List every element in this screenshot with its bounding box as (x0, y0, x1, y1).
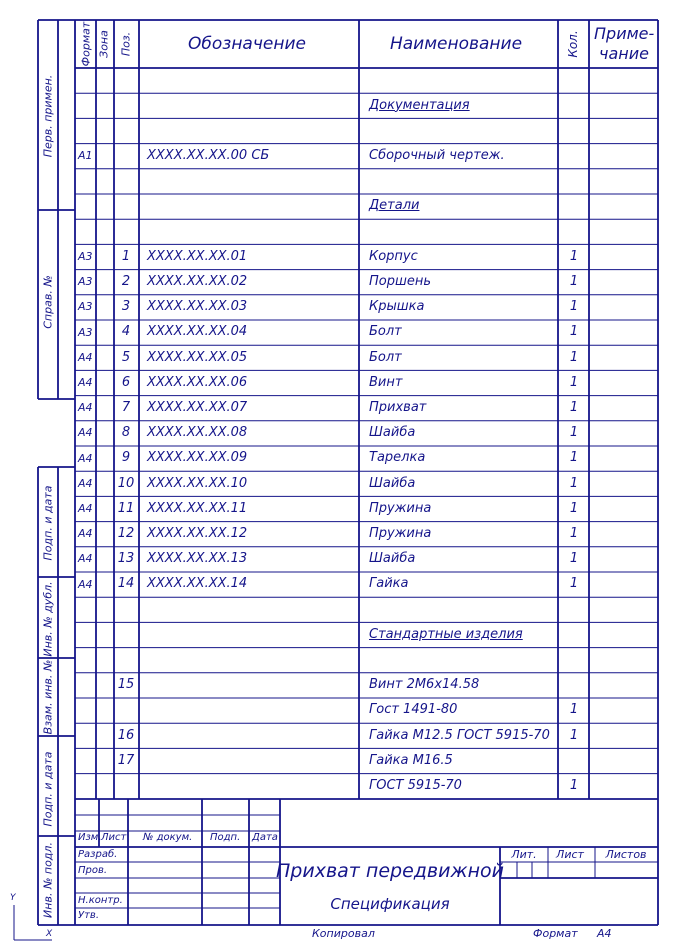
row-pos: 16 (117, 727, 135, 743)
row-pos: 9 (121, 450, 131, 466)
header-qty: Кол. (566, 30, 580, 58)
footer-format-label: Формат (533, 927, 578, 940)
header-name: Наименование (389, 34, 523, 54)
row-pos: 1 (121, 248, 131, 264)
footer-format-value: А4 (597, 927, 612, 940)
row-designation: ХХХХ.ХХ.ХХ.14 (147, 576, 248, 592)
row-name: Документация (369, 97, 470, 113)
row-qty: 1 (569, 374, 579, 390)
header-position: Поз. (119, 31, 133, 57)
row-pos: 2 (121, 274, 131, 290)
header-note-line2: чание (599, 44, 649, 63)
tb-title: Прихват передвижной (276, 860, 504, 882)
row-name: ГОСТ 5915-70 (369, 778, 462, 794)
tb-n-kontr: Н.контр. (78, 895, 123, 906)
row-name: Тарелка (369, 450, 426, 466)
row-qty: 1 (569, 274, 579, 290)
row-name: Гайка (369, 576, 409, 592)
header-format: Формат (79, 21, 93, 67)
row-qty: 1 (569, 778, 579, 794)
row-qty: 1 (569, 349, 579, 365)
row-name: Корпус (369, 248, 418, 264)
row-pos: 13 (117, 551, 135, 567)
row-format: А4 (78, 350, 93, 364)
tb-izm: Изм. (78, 832, 102, 843)
row-name: Пружина (369, 526, 432, 542)
row-designation: ХХХХ.ХХ.ХХ.01 (147, 248, 248, 264)
row-format: А4 (78, 527, 93, 541)
row-designation: ХХХХ.ХХ.ХХ.10 (147, 475, 248, 491)
row-designation: ХХХХ.ХХ.ХХ.00 СБ (147, 148, 270, 164)
tb-lit: Лит. (511, 848, 537, 861)
row-pos: 3 (121, 299, 131, 315)
row-designation: ХХХХ.ХХ.ХХ.11 (147, 500, 248, 516)
side-inv-dubl: Инв. № дубл. (41, 581, 55, 657)
axis-y-label: Y (10, 893, 16, 903)
header-zone: Зона (97, 30, 111, 58)
row-pos: 4 (121, 324, 131, 340)
row-designation: ХХХХ.ХХ.ХХ.13 (147, 551, 248, 567)
row-qty: 1 (569, 425, 579, 441)
row-designation: ХХХХ.ХХ.ХХ.09 (147, 450, 248, 466)
side-perv-primen: Перв. примен. (41, 74, 55, 158)
row-pos: 15 (117, 677, 135, 693)
side-sprav-no: Справ. № (41, 275, 55, 329)
row-format: А4 (78, 476, 93, 490)
row-format: А4 (78, 501, 93, 515)
axis-x-label: X (46, 929, 53, 939)
row-format: А3 (78, 300, 93, 314)
tb-razrab: Разраб. (78, 849, 118, 860)
row-designation: ХХХХ.ХХ.ХХ.12 (147, 526, 248, 542)
row-format: А4 (78, 426, 93, 440)
tb-prov: Пров. (78, 865, 108, 876)
side-vzam-inv: Взам. инв. № (41, 659, 55, 735)
row-pos: 14 (117, 576, 135, 592)
row-designation: ХХХХ.ХХ.ХХ.06 (147, 374, 248, 390)
row-pos: 8 (121, 425, 131, 441)
row-qty: 1 (569, 475, 579, 491)
row-qty: 1 (569, 450, 579, 466)
row-name: Пружина (369, 500, 432, 516)
header-designation: Обозначение (188, 34, 306, 54)
row-name: Шайба (369, 551, 416, 567)
row-pos: 7 (121, 400, 131, 416)
row-name: Болт (369, 324, 402, 340)
row-format: А4 (78, 451, 93, 465)
side-podp-data-2: Подп. и дата (41, 751, 55, 827)
tb-sheets: Листов (605, 848, 647, 861)
row-name: Болт (369, 349, 402, 365)
row-name: Поршень (369, 274, 432, 290)
row-name: Шайба (369, 475, 416, 491)
row-designation: ХХХХ.ХХ.ХХ.03 (147, 299, 248, 315)
row-name: Гост 1491-80 (369, 702, 458, 718)
row-format: А1 (78, 149, 93, 163)
header-note-line1: Приме- (594, 24, 655, 43)
row-pos: 11 (117, 500, 135, 516)
row-qty: 1 (569, 576, 579, 592)
row-name: Шайба (369, 425, 416, 441)
row-format: А4 (78, 401, 93, 415)
row-designation: ХХХХ.ХХ.ХХ.08 (147, 425, 248, 441)
row-pos: 6 (121, 374, 131, 390)
row-qty: 1 (569, 727, 579, 743)
side-inv-podl: Инв. № подл. (41, 842, 55, 918)
tb-utv: Утв. (78, 910, 99, 921)
row-name: Винт 2М6х14.58 (369, 677, 480, 693)
tb-subtitle: Спецификация (330, 895, 450, 913)
row-qty: 1 (569, 400, 579, 416)
tb-doc-no: № докум. (143, 832, 193, 843)
row-qty: 1 (569, 526, 579, 542)
row-name: Детали (369, 198, 420, 214)
tb-data: Дата (252, 832, 278, 843)
row-format: А3 (78, 325, 93, 339)
row-format: А4 (78, 375, 93, 389)
row-qty: 1 (569, 500, 579, 516)
row-qty: 1 (569, 324, 579, 340)
row-qty: 1 (569, 702, 579, 718)
row-name: Крышка (369, 299, 425, 315)
tb-podp: Подп. (210, 832, 241, 843)
footer-kopiroval: Копировал (312, 927, 375, 940)
row-designation: ХХХХ.ХХ.ХХ.07 (147, 400, 248, 416)
row-pos: 10 (117, 475, 135, 491)
row-designation: ХХХХ.ХХ.ХХ.02 (147, 274, 248, 290)
row-name: Гайка М16.5 (369, 752, 453, 768)
row-name: Винт (369, 374, 403, 390)
row-format: А3 (78, 275, 93, 289)
tb-sheet: Лист (556, 848, 584, 861)
row-qty: 1 (569, 248, 579, 264)
row-name: Сборочный чертеж. (369, 148, 505, 164)
row-pos: 12 (117, 526, 135, 542)
side-podp-data-1: Подп. и дата (41, 485, 55, 561)
row-qty: 1 (569, 551, 579, 567)
row-pos: 17 (117, 752, 135, 768)
row-designation: ХХХХ.ХХ.ХХ.04 (147, 324, 248, 340)
row-name: Гайка М12.5 ГОСТ 5915-70 (369, 727, 550, 743)
row-name: Стандартные изделия (369, 626, 523, 642)
row-qty: 1 (569, 299, 579, 315)
row-format: А4 (78, 552, 93, 566)
row-designation: ХХХХ.ХХ.ХХ.05 (147, 349, 248, 365)
row-pos: 5 (121, 349, 131, 365)
row-format: А4 (78, 577, 93, 591)
tb-list: Лист (101, 832, 127, 843)
row-format: А3 (78, 249, 93, 263)
row-name: Прихват (369, 400, 427, 416)
